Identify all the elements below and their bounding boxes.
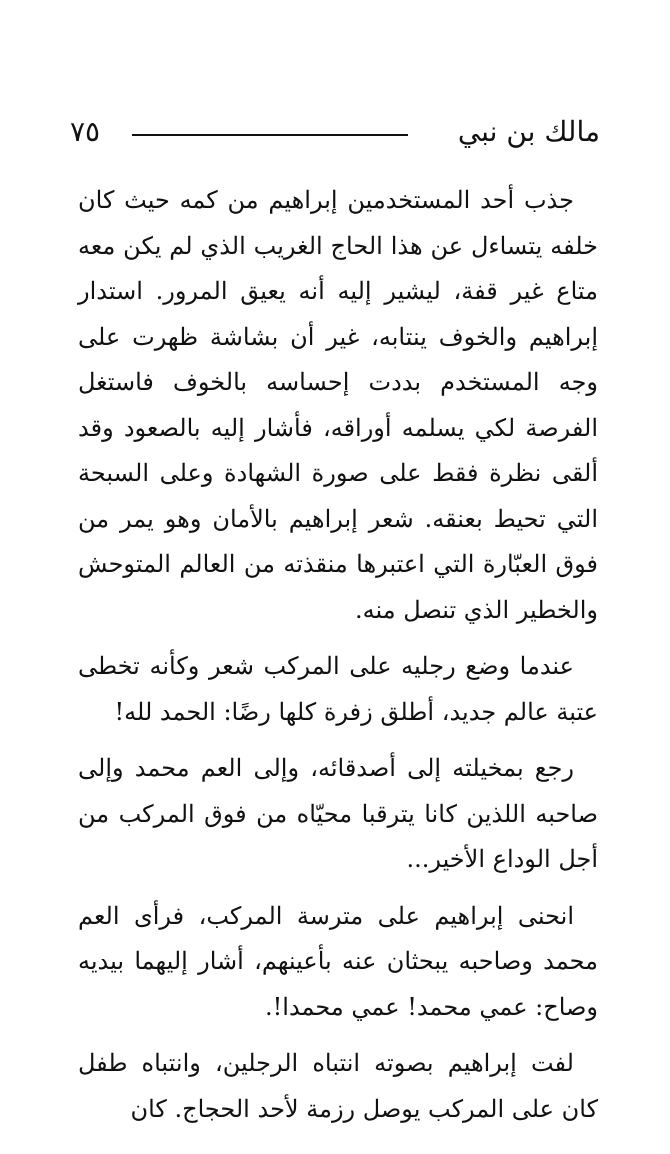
page-number: ٧٥ [70, 115, 101, 148]
paragraph-2: عندما وضع رجليه على المركب شعر وكأنه تخطى عتبة عالم جديد، أطلق زفرة كلها رضًا: الحمد لله! [78, 652, 598, 726]
body-text [78, 178, 598, 1132]
paragraph-5: لفت إبراهيم بصوته انتباه الرجلين، وانتباه طفل كان على المركب يوصل رزمة لأحد الحجاج. كان [78, 1049, 598, 1123]
page-header [70, 112, 600, 156]
running-title: مالك بن نبي [457, 115, 600, 148]
paragraph-1: جذب أحد المستخدمين إبراهيم من كمه حيث كان خلفه يتساءل عن هذا الحاج الغريب الذي لم يكن معه متاع غير قفة، ليشير إليه أنه يعيق المرور. استدار إبراهيم والخوف ينتابه، غير أن بشاشة ظهرت على وجه المستخدم بددت إحساسه بالخوف فاستغل الفرصة لكي يسلمه أوراقه، فأشار إليه بالصعود وقد ألقى نظرة فقط على صورة الشهادة وعلى السبحة التي تحيط بعنقه. شعر إبراهيم بالأمان وهو يمر من فوق العبّارة التي اعتبرها منقذته من العالم المتوحش والخطير الذي تنصل منه. [78, 186, 598, 624]
header-rule [132, 134, 408, 136]
paragraph-3: رجع بمخيلته إلى أصدقائه، وإلى العم محمد وإلى صاحبه اللذين كانا يترقبا محيّاه من فوق المركب من أجل الوداع الأخير... [78, 754, 598, 873]
paragraph-4: انحنى إبراهيم على مترسة المركب، فرأى العم محمد وصاحبه يبحثان عنه بأعينهم، أشار إليهما بيديه وصاح: عمي محمد! عمي محمدا!. [78, 901, 598, 1021]
